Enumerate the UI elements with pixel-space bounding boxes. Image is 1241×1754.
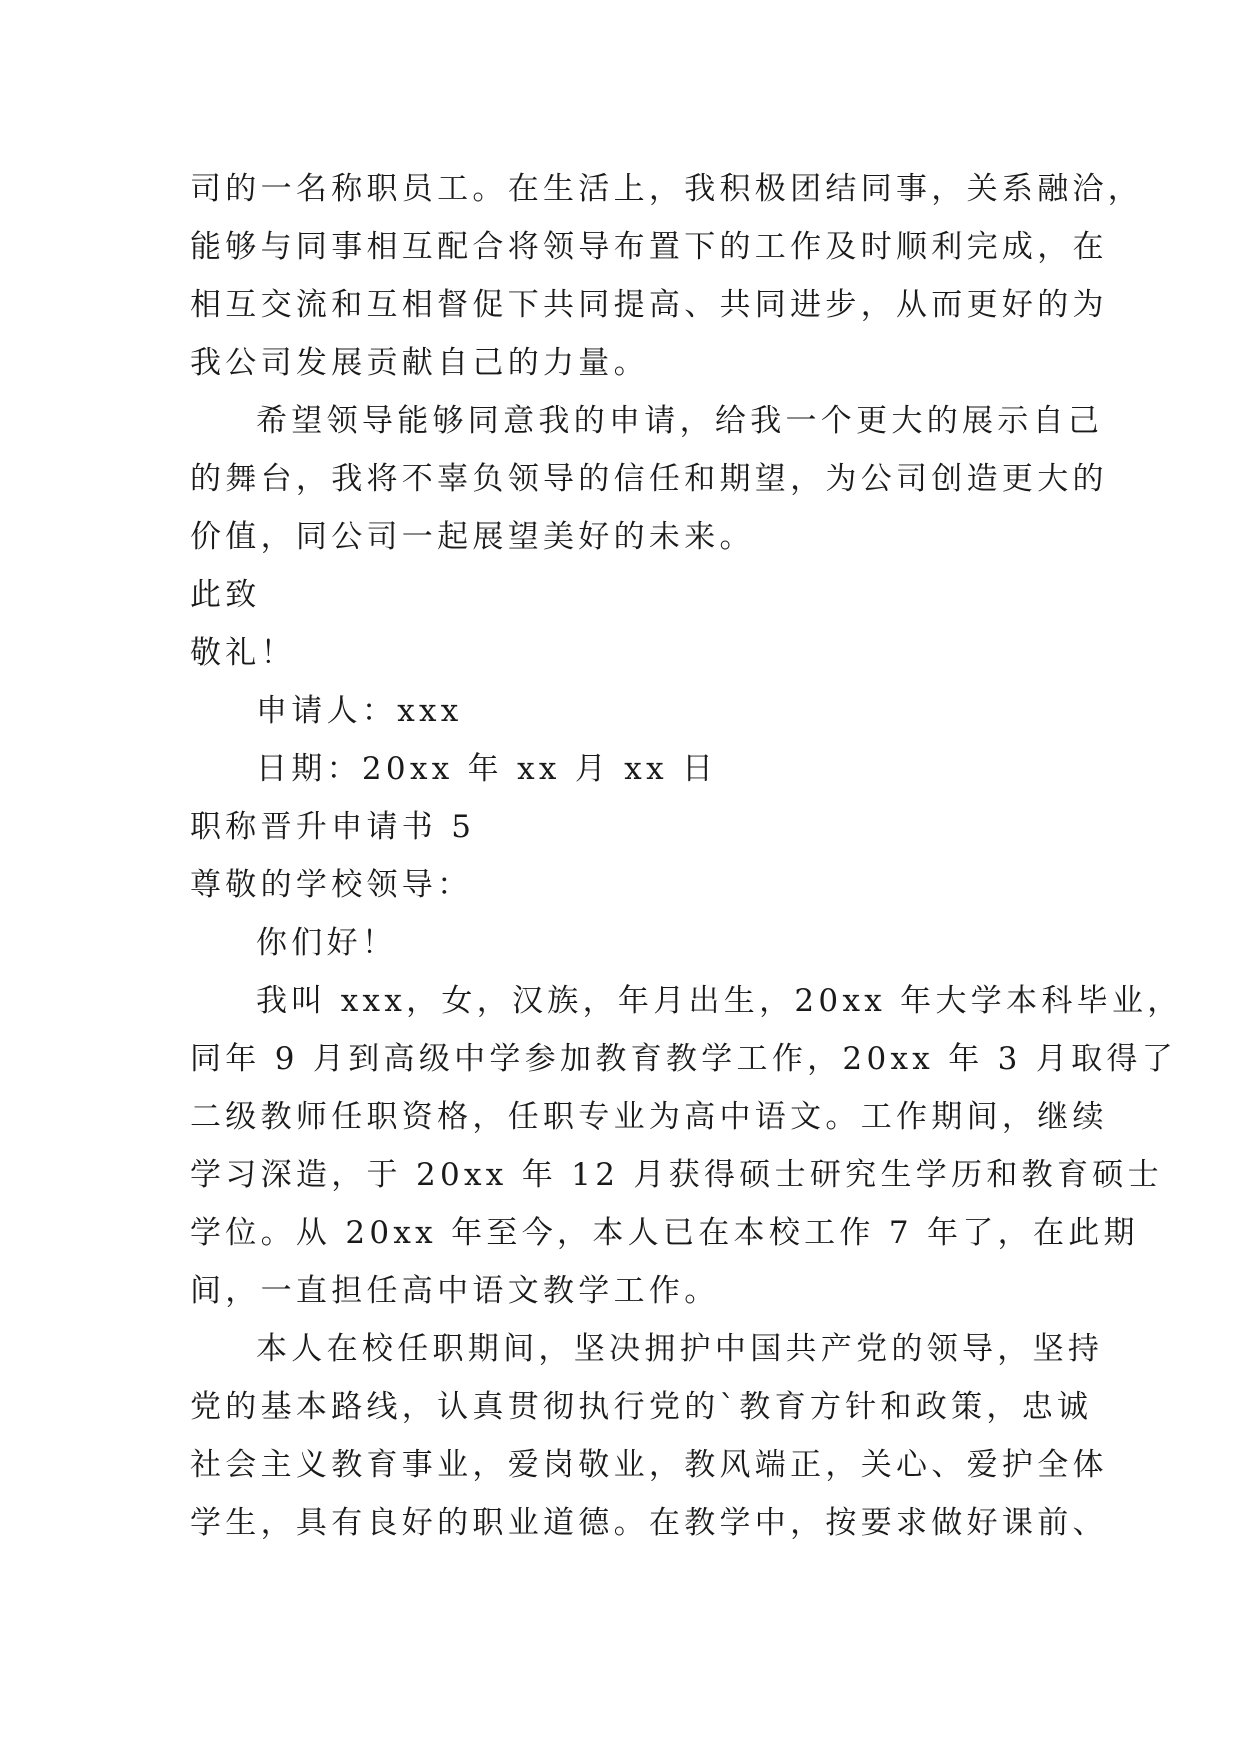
salutation: 尊敬的学校领导：	[190, 867, 473, 903]
text-line: 二级教师任职资格，任职专业为高中语文。工作期间，继续	[190, 1099, 1108, 1135]
section-title: 职称晋升申请书 5	[190, 809, 476, 845]
date-line: 日期：20xx 年 xx 月 xx 日	[256, 751, 718, 787]
applicant-line: 申请人：xxx	[256, 693, 463, 729]
closing-line: 此致	[190, 577, 261, 613]
greeting: 你们好！	[256, 925, 398, 961]
text-line: 相互交流和互相督促下共同提高、共同进步，从而更好的为	[190, 287, 1108, 323]
text-line: 党的基本路线，认真贯彻执行党的`教育方针和政策，忠诚	[190, 1389, 1093, 1425]
text-line: 我公司发展贡献自己的力量。	[190, 345, 649, 381]
text-line: 学生，具有良好的职业道德。在教学中，按要求做好课前、	[190, 1505, 1108, 1541]
text-line: 学位。从 20xx 年至今，本人已在本校工作 7 年了，在此期	[190, 1215, 1139, 1251]
text-line: 同年 9 月到高级中学参加教育教学工作，20xx 年 3 月取得了	[190, 1041, 1178, 1077]
closing-salute: 敬礼！	[190, 635, 296, 671]
text-line: 的舞台，我将不辜负领导的信任和期望，为公司创造更大的	[190, 461, 1108, 497]
document-body	[190, 160, 1183, 1552]
text-line: 能够与同事相互配合将领导布置下的工作及时顺利完成，在	[190, 229, 1108, 265]
text-line: 希望领导能够同意我的申请，给我一个更大的展示自己	[256, 403, 1104, 439]
text-line: 我叫 xxx，女，汉族，年月出生，20xx 年大学本科毕业，	[256, 983, 1183, 1019]
text-line: 价值，同公司一起展望美好的未来。	[190, 519, 755, 555]
text-line: 司的一名称职员工。在生活上，我积极团结同事，关系融洽，	[190, 171, 1144, 207]
text-line: 社会主义教育事业，爱岗敬业，教风端正，关心、爱护全体	[190, 1447, 1108, 1483]
text-line: 间，一直担任高中语文教学工作。	[190, 1273, 720, 1309]
text-line: 学习深造，于 20xx 年 12 月获得硕士研究生学历和教育硕士	[190, 1157, 1163, 1193]
text-line: 本人在校任职期间，坚决拥护中国共产党的领导，坚持	[256, 1331, 1104, 1367]
